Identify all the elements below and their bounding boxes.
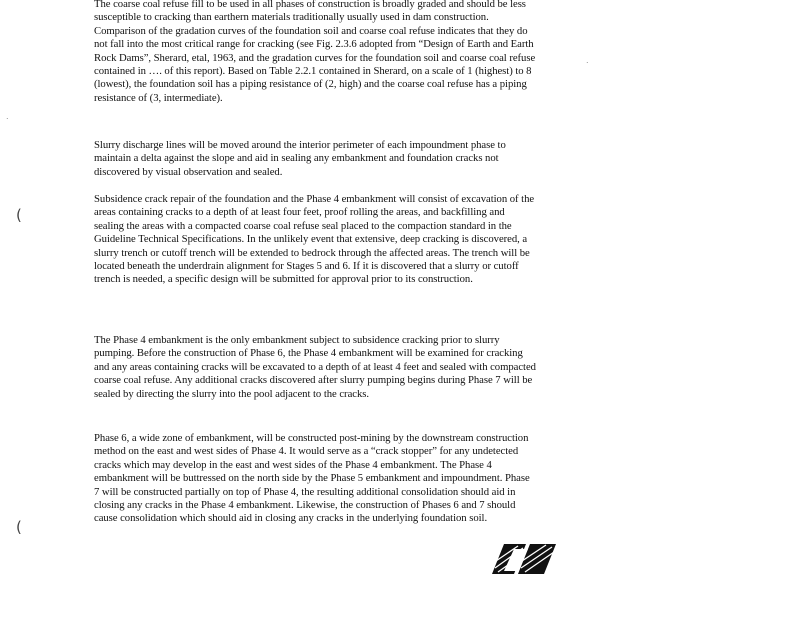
paragraph-coal-refuse-gradation [94, 0, 536, 105]
paragraph-phase6-crack-stopper [94, 432, 536, 526]
paragraph-text: Subsidence crack repair of the foundation and the Phase 4 embankment will consist of excavation of the areas containing cracks to a depth of at least four feet, proof rolling the areas, and backfilling and sealing the areas with a compacted coarse coal refuse seal placed to the compaction standard in the Guideline Technical Specifications. In the unlikely event that extensive, deep cracking is discovered, a slurry trench or cutoff trench will be extended to bedrock through the affected areas. The trench will be located beneath the underdrain alignment for Stages 5 and 6. If it is discovered that a slurry or cutoff trench is needed, a specific design will be submitted for approval prior to its construction. [94, 193, 535, 286]
paragraph-slurry-discharge [94, 139, 536, 179]
margin-dot-mark-left: . [6, 112, 9, 121]
margin-bracket-mark-lower: ( [16, 518, 22, 536]
margin-dot-mark-right: . [586, 56, 589, 65]
paragraph-phase4-embankment [94, 334, 536, 401]
paragraph-text: Slurry discharge lines will be moved around the interior perimeter of each impoundment phase to maintain a delta against the slope and aid in sealing any embankment and foundation cracks not discovered by visual observation and sealed. [94, 139, 506, 178]
paragraph-text: The Phase 4 embankment is the only embankment subject to subsidence cracking prior to slurry pumping. Before the construction of Phase 6, the Phase 4 embankment will be examined for cracking and any areas containing cracks will be excavated to a depth of at least 4 feet and sealed with compacted coarse coal refuse. Any additional cracks discovered after slurry pumping begins during Phase 7 will be sealed by directing the slurry into the pool adjacent to the cracks. [94, 334, 536, 400]
hatched-logo-icon [492, 538, 562, 574]
paragraph-text: The coarse coal refuse fill to be used in all phases of construction is broadly graded and should be less susceptible to cracking than earthern materials traditionally usually used in dam construction. Comparison of the gradation curves of the foundation soil and coarse coal refuse indicates that they do not fall into the most critical range for cracking (see Fig. 2.3.6 adopted from “Design of Earth and Earth Rock Dams”, Sherard, etal, 1963, and the gradation curves for the foundation soil and coarse coal refuse contained in …. of this report). Based on Table 2.2.1 contained in Sherard, on a scale of 1 (highest) to 8 (lowest), the foundation soil has a piping resistance of (2, high) and the coarse coal refuse has a piping resistance of (3, intermediate). [94, 0, 536, 104]
margin-bracket-mark-upper: ( [16, 206, 22, 224]
paragraph-text: Phase 6, a wide zone of embankment, will be constructed post-mining by the downstream construction method on the east and west sides of Phase 4. It would serve as a “crack stopper” for any undetected cracks which may develop in the east and west sides of the Phase 4 embankment. The Phase 4 embankment will be buttressed on the north side by the Phase 5 embankment and impoundment. Phase 7 will be constructed partially on top of Phase 4, the resulting additional consolidation should aid in closing any cracks in the Phase 4 embankment. Likewise, the construction of Phases 6 and 7 should cause consolidation which should aid in closing any cracks in the underlying foundation soil. [94, 432, 530, 525]
paragraph-subsidence-crack-repair [94, 193, 536, 287]
